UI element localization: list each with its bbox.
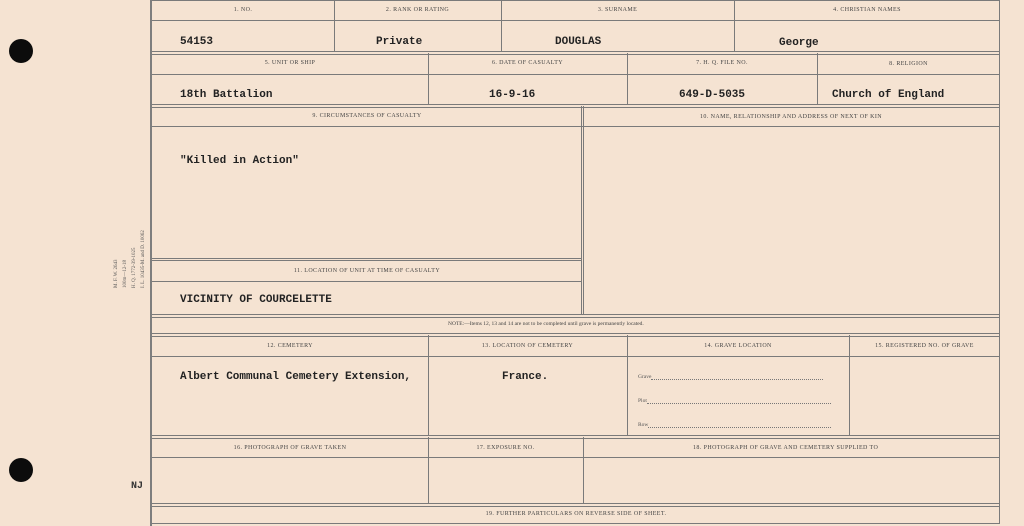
stub-initials: NJ [131,481,144,492]
label-location-of-unit: 11. LOCATION OF UNIT AT TIME OF CASUALTY [293,268,441,274]
value-cemetery: Albert Communal Cemetery Extension, [180,371,412,383]
label-photo-supplied: 18. PHOTOGRAPH OF GRAVE AND CEMETERY SUPPLIED TO [693,445,879,451]
plot-line: Plot [638,397,831,404]
side-text-3: H. Q. 1772-39-1025 [132,247,137,288]
label-next-of-kin: 10. NAME, RELATIONSHIP AND ADDRESS OF NEXT OF KIN [700,114,882,120]
value-date: 16-9-16 [489,89,536,101]
value-religion: Church of England [832,89,945,101]
card-form [152,0,1000,526]
label-religion: 8. RELIGION [889,61,928,67]
value-unit: 18th Battalion [180,89,273,101]
label-no: 1. NO. [233,7,253,13]
value-christian-names: George [779,37,819,49]
value-location-of-unit: VICINITY OF COURCELETTE [180,294,332,306]
side-text-2: 100m—12-18 [123,259,128,288]
value-circumstances: "Killed in Action" [180,155,299,167]
value-hq-file: 649-D-5035 [679,89,746,101]
label-surname: 3. SURNAME [597,7,638,13]
row-line: Row [638,421,831,428]
value-surname: DOUGLAS [555,36,602,48]
label-unit: 5. UNIT OR SHIP [264,60,316,66]
note-text: NOTE:—Items 12, 13 and 14 are not to be completed until grave is permanently located. [448,321,644,327]
label-circumstances: 9. CIRCUMSTANCES OF CASUALTY [312,113,422,119]
value-location-of-cemetery: France. [502,371,549,383]
label-rank: 2. RANK OR RATING [385,7,450,13]
label-grave-location: 14. GRAVE LOCATION [704,343,772,349]
label-exposure-no: 17. EXPOSURE NO. [476,445,535,451]
label-hq-file: 7. H. Q. FILE NO. [696,60,748,66]
label-location-of-cemetery: 13. LOCATION OF CEMETERY [481,343,574,349]
label-christian-names: 4. CHRISTIAN NAMES [833,7,901,13]
grave-line: Grave [638,373,823,380]
label-cemetery: 12. CEMETERY [267,343,313,349]
value-no: 54153 [180,36,214,48]
value-rank: Private [376,36,423,48]
label-registered-no: 15. REGISTERED NO. OF GRAVE [875,343,974,349]
side-text-1: M. F. W. 2643 [114,259,119,288]
punch-hole-top [9,39,33,63]
label-date: 6. DATE OF CASUALTY [491,60,564,66]
side-text-4: I. L. 10435-M. and D. 10062 [141,230,146,288]
label-further-particulars: 19. FURTHER PARTICULARS ON REVERSE SIDE OF SHEET. [485,511,667,517]
label-photo-taken: 16. PHOTOGRAPH OF GRAVE TAKEN [233,445,347,451]
punch-hole-bottom [9,458,33,482]
